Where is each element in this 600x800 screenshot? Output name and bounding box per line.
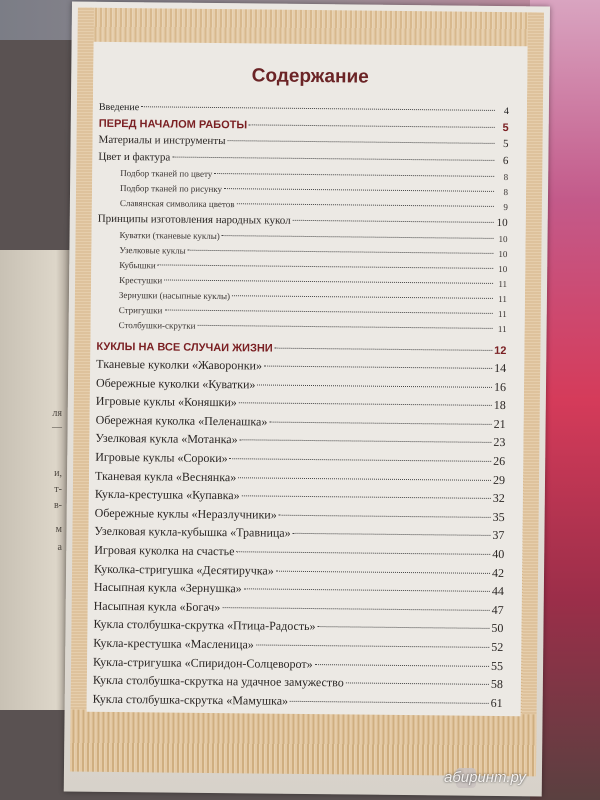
dot-leader bbox=[242, 495, 491, 499]
toc-entry-title: Куватки (тканевые куклы) bbox=[119, 230, 220, 242]
toc-entry-page-number: 47 bbox=[491, 602, 504, 617]
toc-entry-page-number: 21 bbox=[493, 416, 506, 431]
dot-leader bbox=[264, 366, 492, 369]
toc-entry-title: Обережные куклы «Неразлучники» bbox=[94, 505, 277, 522]
toc-entry-title: Цвет и фактура bbox=[98, 150, 171, 164]
toc-entry-page-number: 37 bbox=[492, 528, 505, 543]
dot-leader bbox=[224, 188, 494, 192]
dot-leader bbox=[257, 384, 492, 387]
toc-entry-title: Куколка-стригушка «Десятиручка» bbox=[94, 561, 274, 578]
toc-entry-page-number: 10 bbox=[498, 263, 508, 275]
toc-entry-title: Принципы изготовления народных кукол bbox=[97, 212, 291, 227]
page-title: Содержание bbox=[251, 65, 369, 88]
book-page bbox=[64, 1, 550, 796]
toc-entry-title: Насыпная кукла «Богач» bbox=[93, 598, 221, 614]
toc-entry-page-number: 11 bbox=[498, 278, 508, 290]
dot-leader bbox=[188, 250, 494, 254]
dot-leader bbox=[230, 458, 492, 462]
dot-leader bbox=[222, 235, 494, 239]
toc-entry-page-number: 16 bbox=[493, 379, 507, 394]
toc-entry-title: Крестушки bbox=[119, 275, 163, 286]
toc-entry-title: Игровые куклы «Сороки» bbox=[95, 449, 228, 466]
toc-entry-page-number: 23 bbox=[493, 435, 506, 450]
toc-entry-page-number: 26 bbox=[493, 453, 506, 469]
dot-leader bbox=[227, 140, 494, 144]
toc-entry-page-number: 55 bbox=[491, 658, 504, 673]
toc-entry-page-number: 29 bbox=[492, 472, 506, 487]
toc-entry-page-number: 6 bbox=[502, 155, 509, 168]
toc-entry-page-number: 58 bbox=[490, 677, 503, 692]
toc-entry-title: Кукла столбушка-скрутка на удачное замужество bbox=[92, 672, 344, 690]
toc-entry-page-number: 8 bbox=[503, 172, 509, 183]
toc-entry-page-number: 11 bbox=[498, 308, 507, 320]
dot-leader bbox=[315, 664, 489, 667]
toc-entry-page-number: 18 bbox=[493, 398, 506, 413]
toc-entry-title: Кукла столбушка-скрутка «Мамушка» bbox=[92, 691, 289, 708]
toc-entry-title: Подбор тканей по цвету bbox=[120, 168, 213, 179]
dot-leader bbox=[279, 514, 491, 517]
toc-entry-title: Кукла-стригушка «Спиридон-Солцеворот» bbox=[93, 654, 313, 671]
toc-entry-page-number: 5 bbox=[502, 138, 509, 151]
toc-entry-title: Кукла столбушка-скрутка «Птица-Радость» bbox=[93, 617, 316, 634]
adjacent-text-fragment: м bbox=[55, 524, 62, 535]
toc-entry-title: Подбор тканей по рисунку bbox=[120, 183, 223, 195]
adjacent-text-fragment: а bbox=[57, 542, 62, 553]
toc-entry-page-number: 5 bbox=[502, 122, 509, 135]
dot-leader bbox=[275, 348, 492, 351]
dot-leader bbox=[293, 220, 494, 223]
dot-leader bbox=[318, 626, 490, 629]
toc-entry-title: Узелковые куклы bbox=[119, 245, 186, 256]
toc-entry-title: Обережная куколка «Пеленашка» bbox=[95, 412, 268, 429]
toc-entry-page-number: 8 bbox=[503, 187, 509, 198]
dot-leader bbox=[236, 551, 490, 555]
toc-entry-title: Тканевая кукла «Веснянка» bbox=[94, 468, 237, 484]
dot-leader bbox=[256, 644, 489, 647]
dot-leader bbox=[232, 295, 493, 299]
adjacent-page-text bbox=[0, 250, 68, 710]
dot-leader bbox=[276, 570, 490, 573]
toc-entry-page-number: 14 bbox=[494, 360, 507, 376]
toc-entry-title: Тканевые куколки «Жаворонки» bbox=[96, 356, 263, 373]
toc-entry-page-number: 10 bbox=[496, 216, 508, 230]
dot-leader bbox=[222, 607, 489, 611]
toc-entry-title: Столбушки-скрутки bbox=[118, 320, 196, 331]
toc-entry-page-number: 61 bbox=[490, 695, 503, 710]
toc-entry-page-number: 11 bbox=[498, 293, 507, 305]
dot-leader bbox=[197, 325, 492, 329]
toc-entry-title: Введение bbox=[98, 101, 140, 114]
dot-leader bbox=[346, 682, 489, 684]
toc-entry-title: Зернушки (насыпные куклы) bbox=[118, 290, 231, 302]
dot-leader bbox=[249, 124, 495, 128]
toc-entry-title: Обережные куколки «Куватки» bbox=[95, 375, 256, 392]
burlap-border-bottom bbox=[70, 710, 537, 777]
toc-entry-title: КУКЛЫ НА ВСЕ СЛУЧАИ ЖИЗНИ bbox=[96, 340, 273, 355]
dot-leader bbox=[164, 309, 492, 313]
adjacent-text-fragment: в- bbox=[53, 500, 62, 511]
dot-leader bbox=[240, 440, 492, 444]
dot-leader bbox=[269, 421, 491, 424]
dot-leader bbox=[290, 701, 489, 704]
toc-entry-page-number: 9 bbox=[503, 202, 508, 213]
toc-entry-page-number: 12 bbox=[494, 344, 507, 358]
dot-leader bbox=[172, 157, 494, 161]
toc-entry-page-number: 10 bbox=[498, 248, 508, 260]
toc-entry-page-number: 50 bbox=[491, 621, 504, 636]
toc-entry bbox=[97, 320, 507, 339]
toc-entry-page-number: 32 bbox=[492, 491, 505, 506]
toc-entry-title: Материалы и инструменты bbox=[98, 133, 226, 148]
toc-entry-page-number: 42 bbox=[491, 565, 505, 580]
dot-leader bbox=[244, 588, 490, 592]
toc-entry-title: Игровая куколка на счастье bbox=[94, 542, 235, 559]
toc-entry-title: Игровые куклы «Коняшки» bbox=[95, 393, 237, 410]
toc-entry-page-number: 40 bbox=[492, 546, 505, 561]
toc-entry-page-number: 52 bbox=[491, 639, 504, 654]
toc-entry-page-number: 11 bbox=[497, 323, 507, 335]
table-of-contents bbox=[93, 102, 509, 715]
toc-entry-title: Узелковая кукла-кубышка «Травница» bbox=[94, 524, 291, 541]
dot-leader bbox=[164, 279, 493, 283]
dot-leader bbox=[238, 477, 491, 481]
toc-entry-title: ПЕРЕД НАЧАЛОМ РАБОТЫ bbox=[98, 117, 248, 132]
adjacent-text-fragment: — bbox=[52, 422, 62, 433]
adjacent-text-fragment: и, bbox=[54, 468, 62, 479]
toc-entry-page-number: 4 bbox=[503, 106, 509, 118]
toc-entry-title: Кукла-крестушка «Масленица» bbox=[93, 635, 254, 652]
toc-entry-title: Славянская символика цветов bbox=[119, 198, 235, 210]
toc-entry-title: Стригушки bbox=[118, 305, 163, 316]
dot-leader bbox=[237, 203, 494, 207]
dot-leader bbox=[293, 533, 491, 536]
toc-entry-page-number: 10 bbox=[498, 233, 508, 245]
dot-leader bbox=[158, 264, 494, 269]
watermark-text: абиринт.ру bbox=[444, 769, 526, 786]
adjacent-text-fragment: ля bbox=[52, 408, 62, 419]
dot-leader bbox=[239, 402, 492, 406]
dot-leader bbox=[214, 173, 494, 177]
toc-entry-title: Насыпная кукла «Зернушка» bbox=[93, 579, 242, 596]
toc-entry-page-number: 44 bbox=[491, 584, 504, 599]
toc-entry-page-number: 35 bbox=[492, 509, 505, 524]
adjacent-text-fragment: т- bbox=[54, 484, 62, 495]
toc-entry-title: Узелковая кукла «Мотанка» bbox=[95, 431, 238, 447]
toc-entry-title: Кукла-крестушка «Купавка» bbox=[94, 486, 240, 503]
dot-leader bbox=[141, 106, 495, 111]
toc-entry-title: Кубышки bbox=[119, 260, 156, 271]
